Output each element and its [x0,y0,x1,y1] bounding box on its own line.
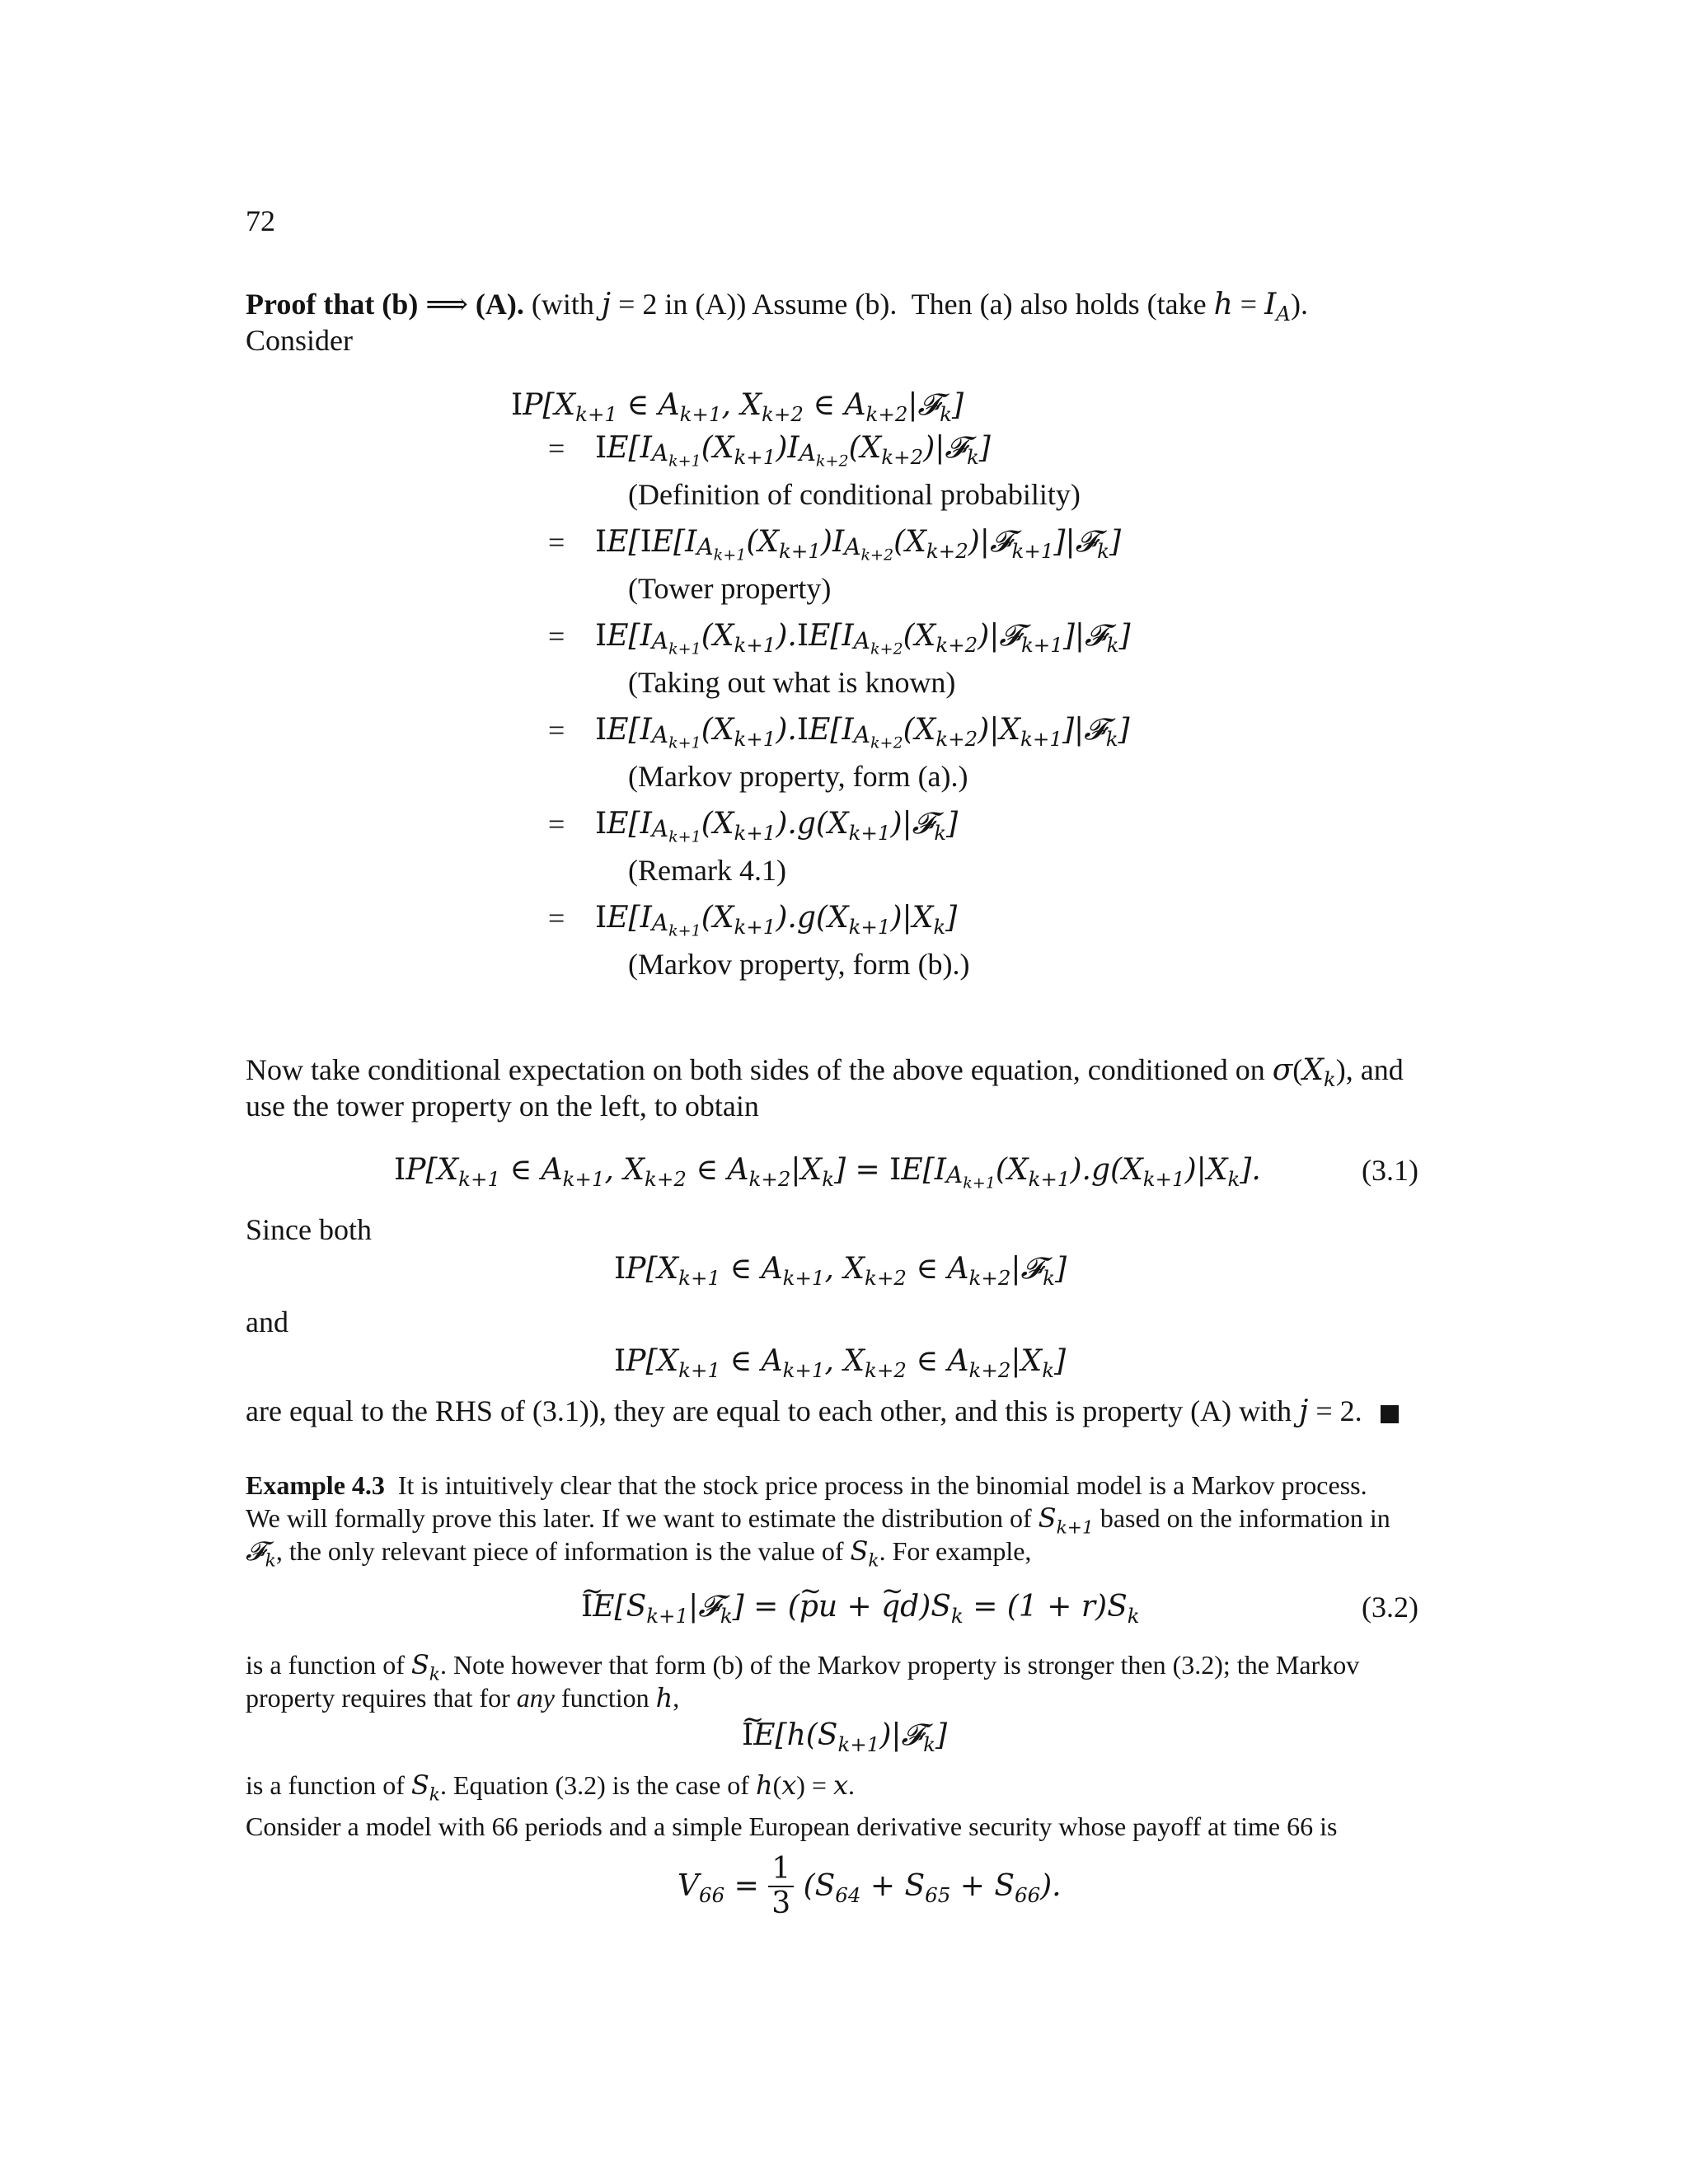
and-text: and [246,1305,288,1338]
example-label: Example 4.3 [246,1470,385,1500]
proof-intro: (with j = 2 in (A)) Assume (b). Then (a) also holds (take $h = I_A$). [531,288,1308,326]
equation-h: ∼ $IE[h(S_{k+1})|𝓕_k]$ [742,1718,947,1754]
page-number: 72 [246,204,275,237]
equation-3-1-label: (3.1) [1362,1154,1418,1187]
qed-symbol [1381,1405,1399,1423]
proof-heading [246,286,1308,326]
reason-4: (Markov property, form (a).) [628,760,968,793]
proof-title-2: (A). [475,288,524,321]
example-line2: We will formally prove this later. If we want to estimate the distribution of $S_{k+1}$ based on the information in [246,1502,1390,1539]
reason-6: (Markov property, form (b).) [628,948,970,981]
example-line3: 𝓕$_k$, the only relevant piece of information is the value of $S_k$. For example, [246,1535,1032,1572]
equation-prob-fk: $IP[X_{k+1}$ ∈ $A_{k+1}$, $X_{k+2}$ ∈ $A_{k+2}|𝓕_k$] [614,1252,1067,1291]
para1-line2: use the tower property on the left, to obtain [246,1090,759,1122]
consider-text: Consider [246,324,353,357]
equation-3-2: ∼ $IE[S_{k+1}|𝓕_k]$ = (∼ pu + ∼ $qd)S_k = (1 + r)S_k$ [581,1589,1140,1625]
para1-line1: Now take conditional expectation on both sides of the above equation, conditioned on $\sigma(X_k)$, and [246,1053,1404,1092]
para2-line1: is a function of $S_k$. Note however that form (b) of the Markov property is stronger then (3.2); the Markov [246,1649,1360,1685]
page: 72 Proof that (b) ⟹ (A). (with j = 2 in (A)) Assume (b). Then (a) also holds (take $h = I_A$). Consider $IP[X_{k+1}$ ∈ $A_{k+1}$, $X_{k+2}$ ∈ $A_{k+2}|𝓕_k$] = $IE[IA_{k+1}(X_{k+1})IA_{k+2}(X_{k+2})|𝓕_k]$ (Definition of conditional probability) = $IE[IE[IA_{k+1}(X_{k+1})IA_{k+2}(X_{k+2})|𝓕_{k+1}]|𝓕_k]$ (Tower property) = $IE[IA_{k+1}(X_{k+1}).IE[IA_{k+2}(X_{k+2})|𝓕_{k+1}]|𝓕_k]$ (Taking out what is known) = $IE[IA_{k+1}(X_{k+1}).IE[IA_{k+2}(X_{k+2})|X_{k+1}]|𝓕_k]$ (Markov property, form (a).) = $IE[IA_{k+1}(X_{k+1}).g(X_{k+1})|𝓕_k]$ (Remark 4.1) = $IE[IA_{k+1}(X_{k+1}).g(X_{k+1})|X_k]$ (Markov property, form (b).) Now take conditional expectation on both sides of the above equation, conditioned on $\sigma(X_k)$, and use the tower property on the left, to obtain $IP[X_{k+1}$ ∈ $A_{k+1}$, $X_{k+2}$ ∈ $A_{k+2}|X_k] = IE[IA_{k+1}(X_{k+1}).g(X_{k+1})|X_k]$. (3.1) Since both $IP[X_{k+1}$ ∈ $A_{k+1}$, $X_{k+2}$ ∈ $A_{k+2}|𝓕_k$] and $IP[X_{k+1}$ ∈ $A_{k+1}$, $X_{k+2}$ ∈ $A_{k+2}|X_k$] are equal to the RHS of (3.1)), they are equal to each other, and this is property (A) with j = 2. Example 4.3 It is intuitively clear that the stock price process in the binomial model is a Markov process. We will formally prove this later. If we want to estimate the distribution of $S_{k+1}$ based on the information in 𝓕$_k$, the only relevant piece of information is the value of $S_k$. For example, ∼ $IE[S_{k+1}|𝓕_k]$ = (∼ pu + ∼ $qd)S_k = (1 + r)S_k$ (3.2) is a function of $S_k$. Note however that form (b) of the Markov property is stronger then (3.2); the Markov property requires that for any function h, ∼ $IE[h(S_{k+1})|𝓕_k]$ is a function of $S_k$. Equation (3.2) is the case of h(x) = x. Consider a model with 66 periods and a simple European derivative security whose payoff at time 66 is $V_{66}$ = $\frac{1}{3}$ $(S_{64} + S_{65} + S_{66})$. [0,0,1688,2184]
derivation-line-0: $IP[X_{k+1}$ ∈ $A_{k+1}$, $X_{k+2}$ ∈ $A_{k+2}|𝓕_k$] [511,388,964,427]
proof-title: Proof that (b) [246,288,419,321]
para4-line: Consider a model with 66 periods and a simple European derivative security whose payoff at time 66 is [246,1811,1338,1841]
since-both-text: Since both [246,1213,372,1246]
equation-3-2-label: (3.2) [1362,1591,1418,1624]
reason-3: (Taking out what is known) [628,666,956,699]
para3-line: is a function of $S_k$. Equation (3.2) is the case of h(x) = x. [246,1769,856,1806]
equation-v66: $V_{66}$ = $\frac{1}{3}$ $(S_{64} + S_{65} + S_{66})$. [678,1852,1062,1920]
reason-1: (Definition of conditional probability) [628,478,1081,511]
fraction-one-third: $\frac{1}{3}$ [768,1853,794,1920]
reason-2: (Tower property) [628,572,832,605]
equation-3-1: $IP[X_{k+1}$ ∈ $A_{k+1}$, $X_{k+2}$ ∈ $A_{k+2}|X_k] = IE[IA_{k+1}(X_{k+1}).g(X_{k+1})|X_k]$. [394,1153,1261,1193]
example-line1: Example 4.3 It is intuitively clear that the stock price process in the binomial model is a Markov process. [246,1470,1367,1500]
equation-prob-xk: $IP[X_{k+1}$ ∈ $A_{k+1}$, $X_{k+2}$ ∈ $A_{k+2}|X_k$] [614,1344,1067,1383]
conclusion-line: are equal to the RHS of (3.1)), they are equal to each other, and this is property (A) with j = 2. [246,1393,1399,1430]
reason-5: (Remark 4.1) [628,854,786,887]
para2-line2: property requires that for any function h, [246,1682,680,1713]
implies-symbol: ⟹ [425,288,468,321]
